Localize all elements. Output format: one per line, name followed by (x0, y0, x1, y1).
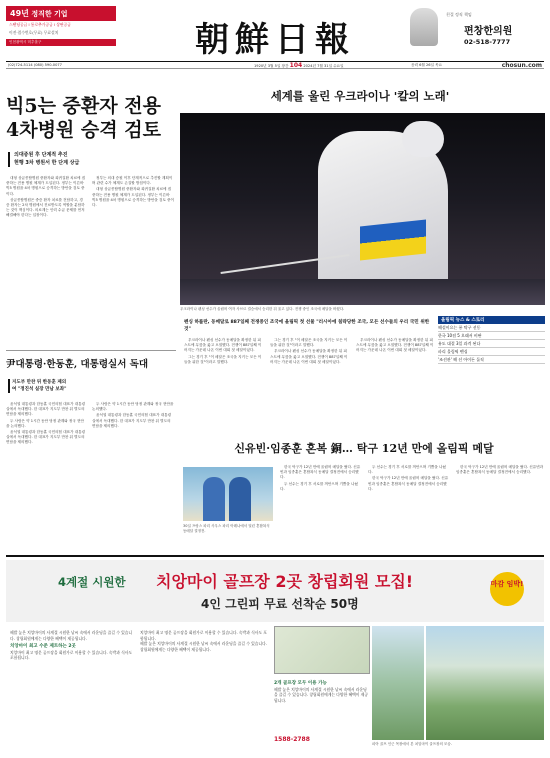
top-left-ad (6, 6, 116, 58)
table-tennis-caption: 30일 프랑스 파리 사우스 파리 아레나에서 열린 혼합복식 동메달 결정전. (183, 524, 270, 533)
golf-ad-lead: 4계절 시원한 (58, 575, 126, 589)
headline-president-meeting: 尹대통령·한동훈, 대통령실서 독대 (6, 359, 149, 370)
olympics-news-box (438, 316, 545, 364)
story2-body-col3: 우크라이나 펜싱 선수가 동메달을 확정한 뒤 피스트에 무릎을 꿇고 오열했다. 전쟁이 887일째 이어지는 가운데 나온 이번 대회 첫 메달이었다. (356, 338, 434, 353)
story2-body-col1: 우크라이나 펜싱 선수가 동메달을 확정한 뒤 피스트에 무릎을 꿇고 오열했다. 전쟁이 887일째 이어지는 가운데 나온 이번 대회 첫 메달이었다. 그는 경기 후 "이 메달은 조국을 지키는 모든 이들을 위한 것"이라고 말했다. (184, 338, 262, 364)
ad-address: 인천광역시 미추홀구 (6, 39, 116, 46)
ad-line-2: 이전·접수번호(무료) 무료설치 (9, 30, 59, 35)
headline-table-tennis: 신유빈·임종훈 혼복 銅… 탁구 12년 만에 올림픽 메달 (234, 442, 494, 455)
story3-body-col1: 윤석열 대통령과 한동훈 국민의힘 대표가 대통령실에서 독대했다. 한 대표가 지도부 만찬 뒤 별도의 면담을 제의했다. 두 사람은 약 1시간 동안 당정 관계와 정국 현안을 논의했다. 윤석열 대통령과 한동훈 국민의힘 대표가 대통령실에서 독대했다. 한 대표가 지도부 만찬 뒤 별도의 면담을 제의했다. (6, 402, 86, 445)
story4-body-col1: 한국 탁구가 12년 만에 올림픽 메달을 땄다. 신유빈과 임종훈은 혼합복식 동메달 결정전에서 승리했다. 두 선수는 경기 후 서로를 껴안으며 기쁨을 나눴다. (280, 465, 361, 491)
clinic-name: 편창한의원 (464, 26, 513, 37)
story4-body-col2: 두 선수는 경기 후 서로를 껴안으며 기쁨을 나눴다. 한국 탁구가 12년 만에 올림픽 메달을 땄다. 신유빈과 임종훈은 혼합복식 동메달 결정전에서 승리했다. (368, 465, 449, 491)
golf-course-map (274, 626, 370, 674)
doctor-photo (410, 8, 438, 46)
golf-ad-col1: 해발 높은 치앙마이의 사계절 시원한 날씨 속에서 라운딩을 즐길 수 있습니다. 창립회원에게는 다양한 혜택이 제공됩니다. 치앙마이 최고 수준 제트하는 2곳 치앙마이 최고 명문 골프장을 회원가로 이용할 수 있습니다. 숙박과 식사도 포함됩니다. (10, 630, 133, 661)
story1-body-col1: 대형 상급종합병원 중환자와 희귀질환 치료에 집중하는 전용 병원 체계가 도입된다. 정부는 이른바 빅5 병원을 4차 병원으로 승격하는 방안을 검토 중이다. 상급종합병원은 중증 환자 치료를 전담하고, 경증 환자는 2차 병원에서 진료받도록 역할을 분담하는 것이 핵심이다. 의료계는 인력 수급 문제를 먼저 해결해야 한다는 입장이다. (6, 176, 86, 218)
golf-ad-subtitle: 4인 그린피 무료 선착순 50명 (201, 597, 359, 611)
ad-years-banner: 49년 정직한 기업 (6, 6, 116, 21)
subhead-bar (8, 379, 10, 393)
subhead-main: 의대증원 후 단계적 추진 현행 3차 병원서 한 단계 상급 (14, 152, 80, 166)
story2-body-col2: 그는 경기 후 "이 메달은 조국을 지키는 모든 이들을 위한 것"이라고 말했다. 우크라이나 펜싱 선수가 동메달을 확정한 뒤 피스트에 무릎을 꿇고 오열했다. 전쟁이 887일째 이어지는 가운데 나온 이번 대회 첫 메달이었다. (270, 338, 348, 364)
ad-line-1: 스탠딩공급 l 통로추가공급 l 상판공급 (9, 22, 71, 27)
table-tennis-photo (183, 467, 273, 521)
golf-ad-col2: 치앙마이 최고 명문 골프장을 회원가로 이용할 수 있습니다. 숙박과 식사도 포함됩니다. 해발 높은 치앙마이의 사계절 시원한 날씨 속에서 라운딩을 즐길 수 있습니다. 창립회원에게는 다양한 혜택이 제공됩니다. (140, 630, 267, 652)
newspaper-masthead: 朝鮮日報 (195, 20, 355, 60)
olympics-box-title: 올림픽 뉴스 & 스토리 (438, 316, 545, 324)
contact-numbers: (02)724-5114 (080) 590-0077 (8, 63, 62, 67)
lunar-date: 음력 6월 26일 목요 (411, 63, 443, 67)
ad-divider (6, 555, 544, 557)
golf-course-photo-2 (426, 626, 544, 740)
issue-info: 1920년 3월 5일 창간 104 2024년 7월 31일 수요일 (254, 62, 344, 69)
website-link[interactable]: chosun.com (501, 62, 542, 69)
subhead-bar (8, 152, 10, 167)
golf-ad-phone[interactable]: 1588-2788 (274, 736, 310, 743)
fencer-photo (180, 113, 545, 305)
subhead-president-meeting: 지도부 만찬 뒤 한동훈 제의 여 "정진석 실장 만남 보좌" (12, 380, 67, 392)
headline-photo-story: 세계를 울린 우크라이나 '칼의 노래' (270, 89, 450, 103)
photo-story-subhead: 펜싱 하를란, 동메달로 887일째 전쟁중인 조국에 올림픽 첫 선물 "러시아에 침략당한 조국, 모든 선수들의 우리 국민 위한 것" (184, 320, 430, 332)
story1-body-col2: 정부는 의대 증원 이후 단계적으로 추진할 계획이며 관련 수가 체계도 손질할 방침이다. 대형 상급종합병원 중환자와 희귀질환 치료에 집중하는 전용 병원 체계가 도입된다. 정부는 이른바 빅5 병원을 4차 병원으로 승격하는 방안을 검토 중이다. (92, 176, 174, 208)
golf-course-photo-1 (372, 626, 424, 740)
deadline-badge: 마감 임박! (490, 572, 524, 606)
masthead-info-bar (6, 61, 544, 69)
olympics-item[interactable]: 파리 올림픽 펜싱 (438, 348, 545, 356)
section-divider (6, 350, 176, 351)
golf-ad-title: 치앙마이 골프장 2곳 창립회원 모집! (156, 572, 414, 591)
olympics-item[interactable]: '조선관' 해 선 아이돈 돌직 (438, 356, 545, 364)
top-right-ad (410, 8, 544, 56)
story3-body-col2: 두 사람은 약 1시간 동안 당정 관계와 정국 현안을 논의했다. 윤석열 대통령과 한동훈 국민의힘 대표가 대통령실에서 독대했다. 한 대표가 지도부 만찬 뒤 별도의 면담을 제의했다. (92, 402, 174, 428)
olympics-item[interactable]: 한국 10점 5 오래서 비판 (438, 332, 545, 340)
olympics-item[interactable]: 유도 대결 3일 과격 된다 (438, 340, 545, 348)
photo-caption: 우크라이나 펜싱 선수가 올림픽 여자 사브르 결승에서 승리한 뒤 울고 있다. 전쟁 중인 조국에 메달을 바쳤다. (180, 307, 345, 311)
headline-main: 빅5는 중환자 전용 4차병원 승격 검토 (6, 95, 161, 141)
olympics-item[interactable]: 해설이으는 퐁 탁구 선동 (438, 324, 545, 332)
clinic-phone: 02-518-7777 (464, 38, 511, 46)
golf-ad-caption: 피아 골프 인근 목장에서 본 치앙마이 골프장의 모습. (372, 742, 452, 746)
golf-ad-col3: 2개 골프장 모두 이용 가능 해발 높은 치앙마이의 사계절 시원한 날씨 속에서 라운딩을 즐길 수 있습니다. 창립회원에게는 다양한 혜택이 제공됩니다. (274, 681, 369, 703)
story4-body-col3: 한국 탁구가 12년 만에 올림픽 메달을 땄다. 신유빈과 임종훈은 혼합복식 동메달 결정전에서 승리했다. (456, 465, 544, 475)
golf-ad (6, 560, 544, 752)
clinic-slogan: 친절 정직 책임 (446, 12, 472, 17)
